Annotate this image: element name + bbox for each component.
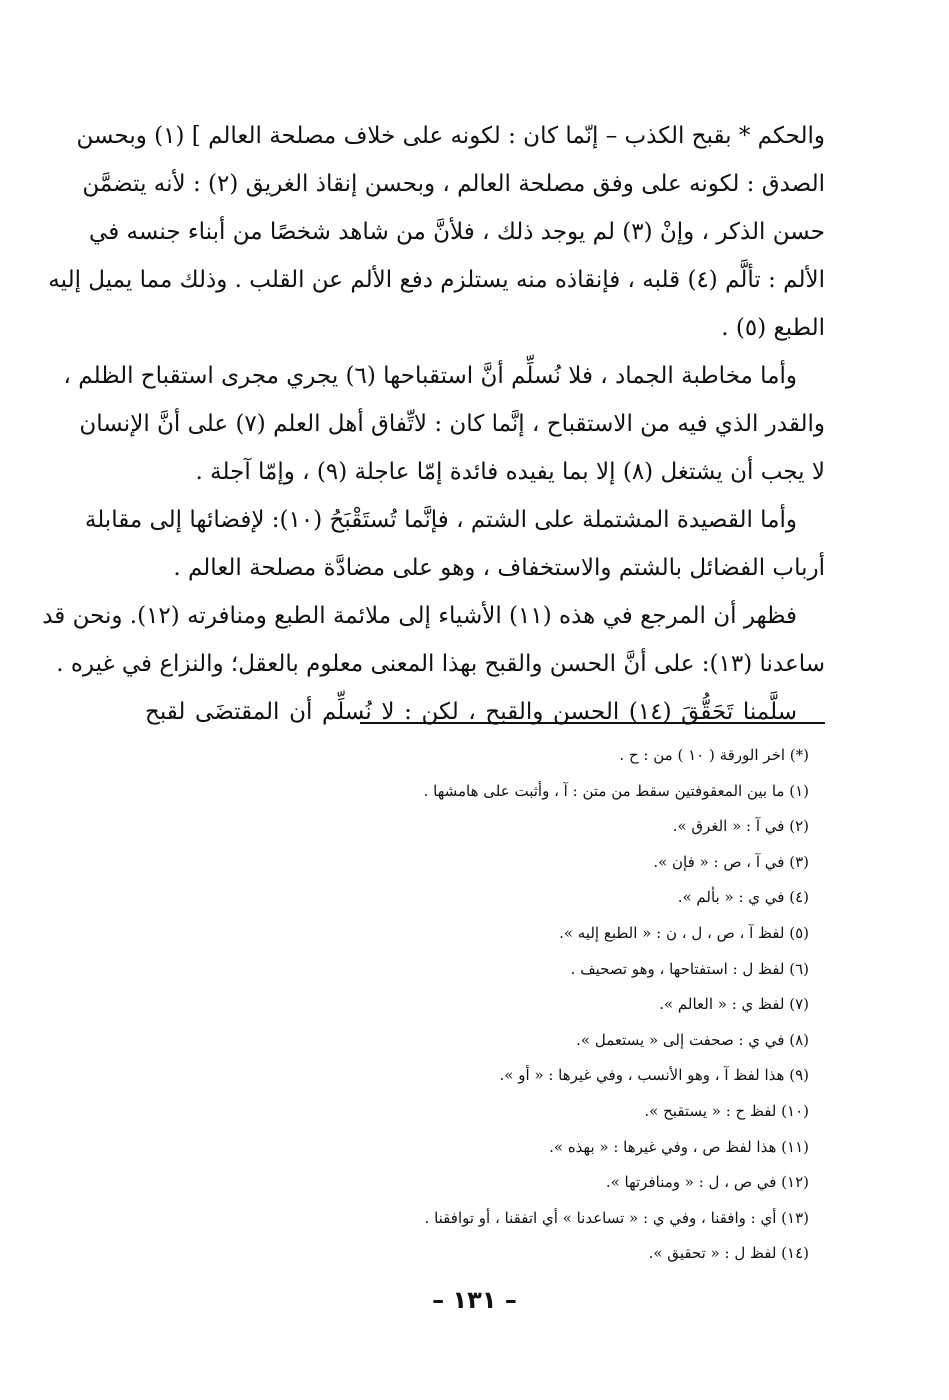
text-line: سلَّمنا تَحَقُّقَ (١٤) الحسن والقبح ، لكن : لا نُسلِّم أن المقتضَى لقبح [145,699,797,725]
footnote: (*) اخر الورقة ( ١٠ ) من : ح . [619,746,809,764]
footnote: (١) ما بين المعقوفتين سقط من متن : آ ، وأثبت على هامشها . [423,781,809,800]
text-line: الصدق : لكونه على وفق مصلحة العالم ، وبحسن إنقاذ الغريق (٢) : لأنه يتضمَّن [82,171,825,197]
footnote: (٤) في ي : « بألم ». [677,888,809,907]
text-line: وأما مخاطبة الجماد ، فلا نُسلِّم أنَّ استقباحها (٦) يجري مجرى استقباح الظلم ، [63,363,797,389]
footnote: (٩) هذا لفظ آ ، وهو الأنسب ، وفي غيرها : « أو ». [499,1066,809,1085]
page-number: – ١٣١ – [432,1286,517,1314]
text-line: ساعدنا (١٣): على أنَّ الحسن والقبح بهذا المعنى معلوم بالعقل؛ والنزاع في غيره . [56,651,825,677]
footnote: (٢) في آ : « الغرق ». [672,817,809,836]
footnote: (١١) هذا لفظ ص ، وفي غيرها : « بهذه ». [549,1137,809,1156]
text-line: لا يجب أن يشتغل (٨) إلا بما يفيده فائدة إمّا عاجلة (٩) ، وإمّا آجلة . [195,459,825,485]
text-line: والحكم * بقبح الكذب – إنّما كان : لكونه على خلاف مصلحة العالم ] (١) وبحسن [76,123,825,149]
text-line: الطبع (٥) . [721,315,825,341]
footnote: (٥) لفظ آ ، ص ، ل ، ن : « الطبع إليه ». [559,923,809,942]
footnote: (٣) في آ ، ص : « فإن ». [653,852,809,871]
footnote: (١٣) أي : وافقنا ، وفي ي : « تساعدنا » أي اتفقنا ، أو توافقنا . [424,1208,809,1227]
text-line: فظهر أن المرجع في هذه (١١) الأشياء إلى ملائمة الطبع ومنافرته (١٢). ونحن قد [42,603,797,629]
footnote: (١٠) لفظ ح : « يستقبح ». [644,1101,809,1120]
text-line: الألم : تألَّم (٤) قلبه ، فإنقاذه منه يستلزم دفع الألم عن القلب . وذلك مما يميل إليه [48,267,825,293]
text-line: أرباب الفضائل بالشتم والاستخفاف ، وهو على مضادَّة مصلحة العالم . [173,555,825,581]
footnotes [189,738,809,1272]
footnote: (٧) لفظ ي : « العالم ». [659,995,809,1014]
text-line: وأما القصيدة المشتملة على الشتم ، فإنَّما تُستَقْبَحُ (١٠): لإفضائها إلى مقابلة [84,507,797,533]
text-line: والقدر الذي فيه من الاستقباح ، إنَّما كان : لاتِّفاق أهل العلم (٧) على أنَّ الإنسان [79,411,825,437]
footnote: (١٤) لفظ ل : « تحقيق ». [648,1244,809,1263]
footnote: (١٢) في ص ، ل : « ومنافرتها ». [605,1173,809,1192]
footnote: (٦) لفظ ل : استفتاحها ، وهو تصحيف . [570,959,809,978]
footnote-divider [360,722,825,724]
text-line: حسن الذكر ، وإنْ (٣) لم يوجد ذلك ، فلأنَّ من شاهد شخصًا من أبناء جنسه في [89,219,825,245]
main-text [42,112,825,736]
footnote: (٨) في ي : صحفت إلى « يستعمل ». [576,1030,809,1049]
